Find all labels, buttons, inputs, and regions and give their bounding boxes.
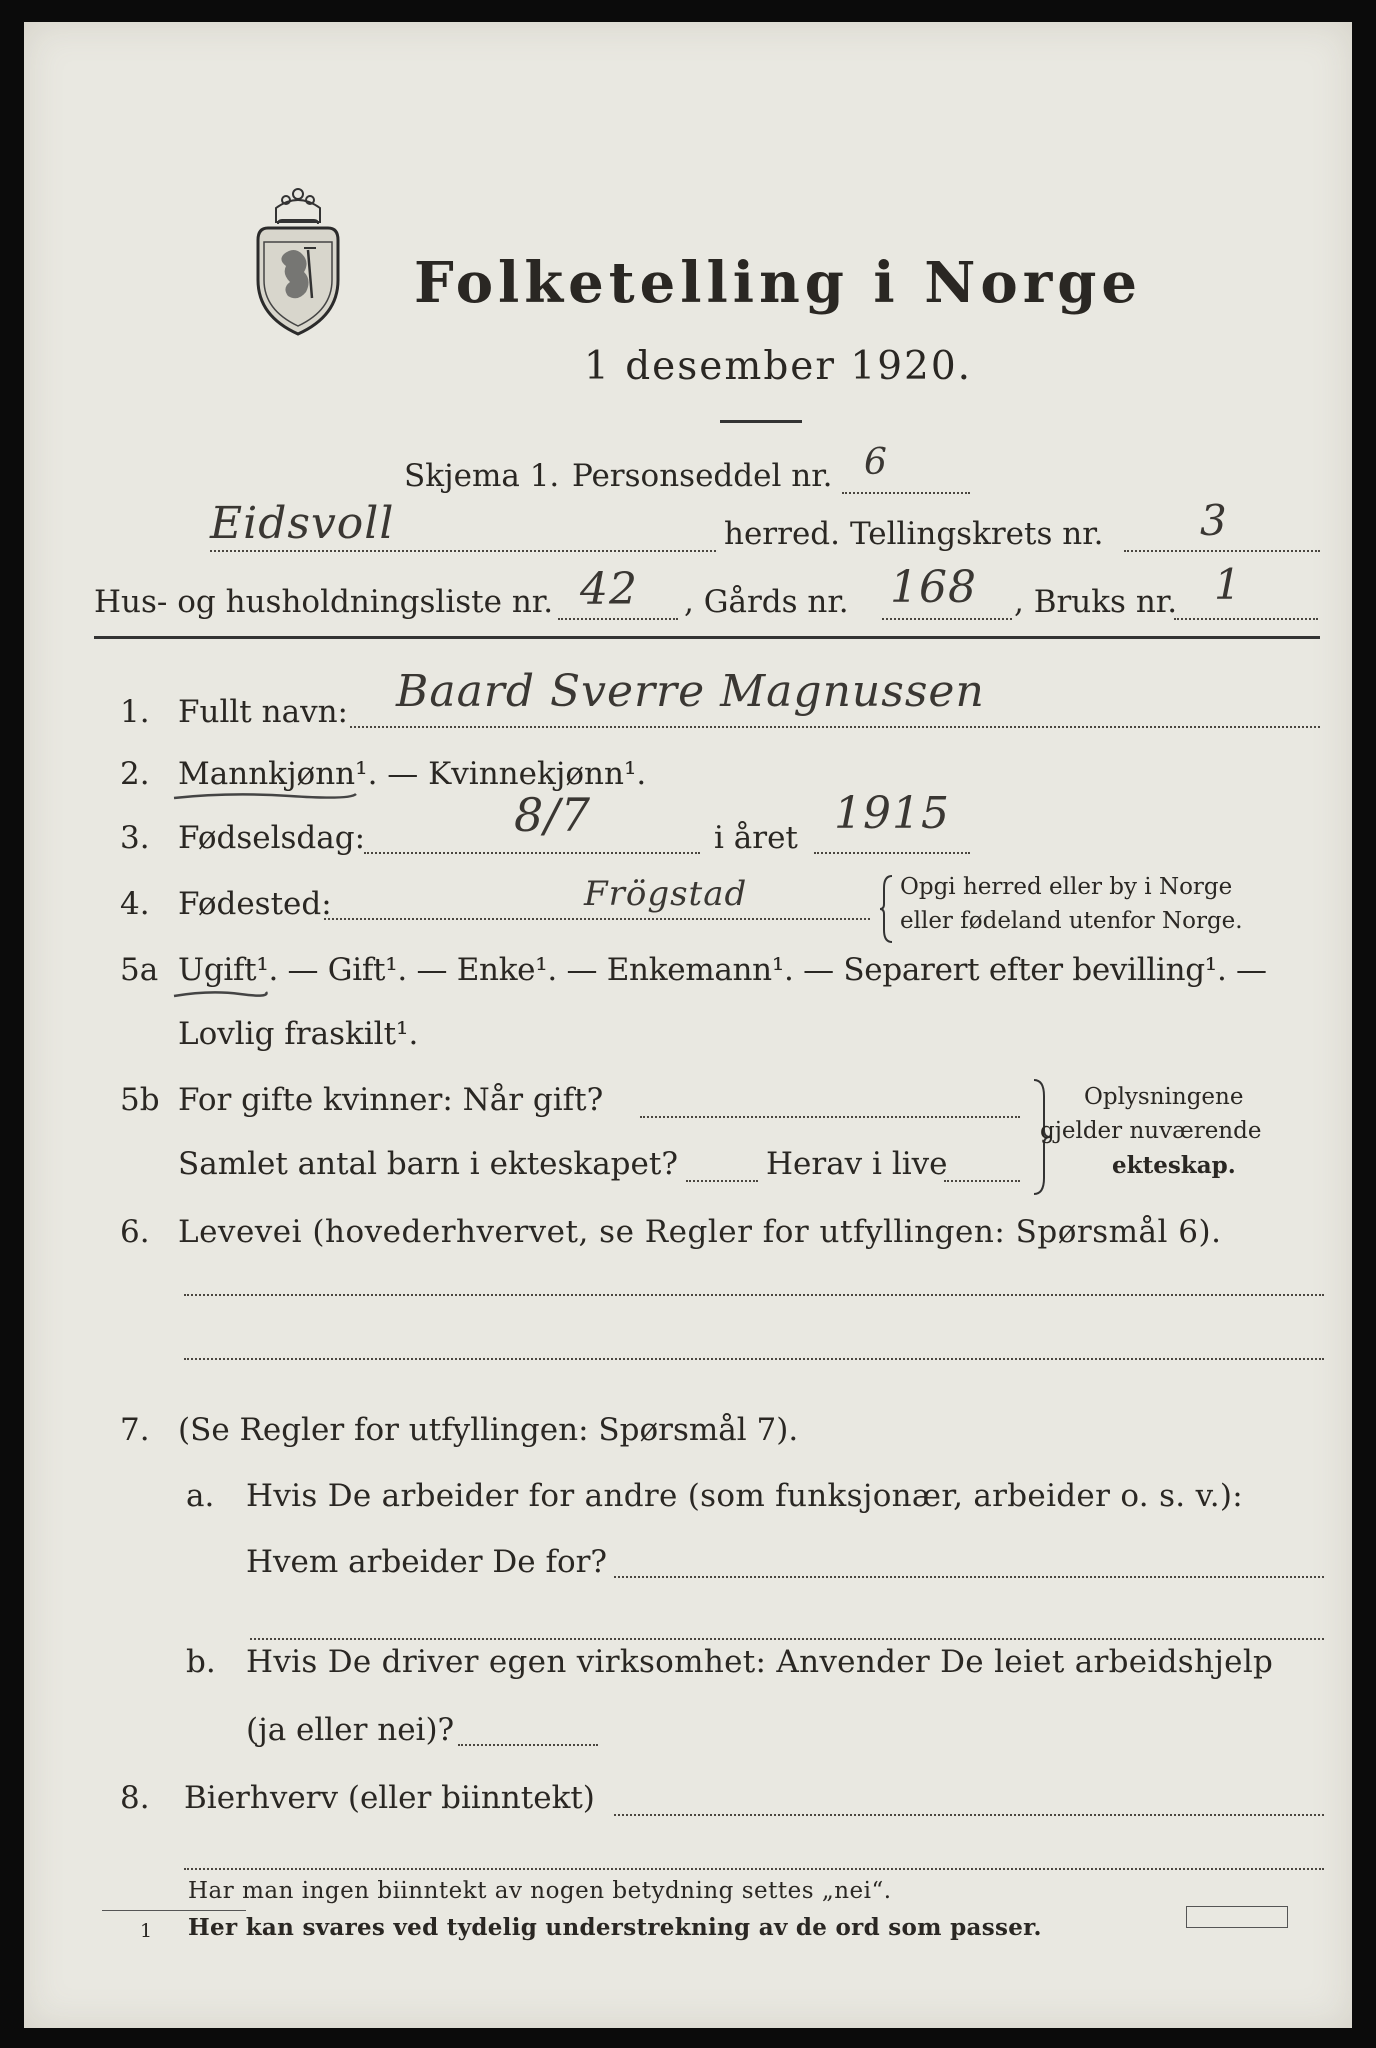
q5b-alive-label: Herav i live: [766, 1146, 948, 1182]
q7b-text: Hvis De driver egen virksomhet: Anvender De leiet arbeidshjelp: [246, 1644, 1274, 1680]
q7-number: 7.: [120, 1412, 150, 1448]
herred-value: Eidsvoll: [210, 498, 395, 549]
footer-note: Har man ingen biinntekt av nogen betydning settes „nei“.: [188, 1878, 892, 1904]
q5b-married-label: For gifte kvinner: Når gift?: [178, 1082, 604, 1118]
printer-stamp: [1186, 1906, 1288, 1928]
q3-number: 3.: [120, 820, 150, 856]
q4-label: Fødested:: [178, 886, 332, 922]
hus-label: Hus- og husholdningsliste nr.: [94, 584, 554, 620]
q1-number: 1.: [120, 694, 150, 730]
q4-note-line1: Opgi herred eller by i Norge: [900, 874, 1233, 900]
census-form: [24, 22, 1352, 2028]
header-rule: [94, 636, 1320, 639]
personseddel-value: 6: [864, 442, 888, 483]
q7b-question: (ja eller nei)?: [246, 1712, 455, 1748]
q3-label: Fødselsdag:: [178, 820, 366, 856]
bruks-value: 1: [1214, 560, 1242, 609]
footnote-text: Her kan svares ved tydelig understrekning av de ord som passer.: [188, 1914, 1042, 1941]
hus-field[interactable]: [558, 618, 678, 620]
q5b-note-line2: gjelder nuværende: [1040, 1118, 1262, 1144]
q7a-text: Hvis De arbeider for andre (som funksjonær, arbeider o. s. v.):: [246, 1478, 1244, 1514]
footnote-rule: [102, 1910, 246, 1911]
q1-value: Baard Sverre Magnussen: [396, 666, 985, 717]
skjema-label: Skjema 1.: [404, 458, 560, 494]
q5b-alive-field[interactable]: [944, 1180, 1020, 1182]
form-title: Folketelling i Norge: [414, 250, 1143, 316]
q1-label: Fullt navn:: [178, 694, 348, 730]
q6-text: Levevei (hovederhvervet, se Regler for utfyllingen: Spørsmål 6).: [178, 1214, 1222, 1250]
title-divider: [720, 420, 802, 423]
bruks-field[interactable]: [1174, 618, 1318, 620]
gards-label: , Gårds nr.: [684, 584, 849, 620]
q5a-underline-mark: [170, 988, 270, 1002]
q3-year-value: 1915: [834, 788, 950, 839]
q4-field[interactable]: [324, 918, 870, 920]
tellingskrets-label: Tellingskrets nr.: [850, 516, 1104, 552]
q6-field-2[interactable]: [184, 1358, 1324, 1360]
q4-note-line2: eller fødeland utenfor Norge.: [900, 908, 1243, 934]
q5b-married-field[interactable]: [640, 1116, 1020, 1118]
q3-value: 8/7: [514, 788, 592, 842]
q5a-text: Ugift¹. — Gift¹. — Enke¹. — Enkemann¹. — Separert efter bevilling¹. —: [178, 952, 1267, 988]
form-date: 1 desember 1920.: [584, 344, 973, 389]
q2-underline-mark: [170, 790, 360, 804]
q5a-text-cont: Lovlig fraskilt¹.: [178, 1016, 419, 1052]
q4-note-brace: [880, 874, 896, 944]
q6-number: 6.: [120, 1214, 150, 1250]
q2-number: 2.: [120, 756, 150, 792]
q4-value: Frögstad: [584, 874, 748, 914]
q4-number: 4.: [120, 886, 150, 922]
q8-field-2[interactable]: [184, 1868, 1324, 1870]
q2-text: Mannkjønn¹. — Kvinnekjønn¹.: [178, 756, 647, 792]
q5b-note-line3: ekteskap.: [1112, 1152, 1236, 1179]
q7a-field-1[interactable]: [614, 1576, 1324, 1578]
q7a-field-2[interactable]: [250, 1638, 1324, 1640]
q1-field[interactable]: [350, 726, 1320, 728]
coat-of-arms-icon: [248, 188, 348, 338]
footnote-mark: 1: [140, 1920, 153, 1942]
q7a-number: a.: [186, 1478, 215, 1514]
q5b-children-field[interactable]: [686, 1180, 758, 1182]
personseddel-label: Personseddel nr.: [572, 458, 833, 494]
q3-year-label: i året: [714, 820, 798, 856]
hus-value: 42: [580, 564, 638, 615]
q8-field-1[interactable]: [614, 1814, 1324, 1816]
q5a-number: 5a: [120, 952, 159, 988]
gards-field[interactable]: [882, 618, 1012, 620]
tellingskrets-value: 3: [1200, 496, 1228, 545]
personseddel-field[interactable]: [842, 492, 970, 494]
q8-number: 8.: [120, 1780, 150, 1816]
q6-field-1[interactable]: [184, 1294, 1324, 1296]
q5b-children-label: Samlet antal barn i ekteskapet?: [178, 1146, 678, 1182]
gards-value: 168: [890, 562, 977, 613]
bruks-label: , Bruks nr.: [1014, 584, 1178, 620]
tellingskrets-field[interactable]: [1124, 550, 1320, 552]
q7b-number: b.: [186, 1644, 216, 1680]
q5b-number: 5b: [120, 1082, 160, 1118]
herred-label: herred.: [724, 516, 840, 552]
q3-field[interactable]: [364, 852, 700, 854]
q7a-question: Hvem arbeider De for?: [246, 1544, 608, 1580]
q7-text: (Se Regler for utfyllingen: Spørsmål 7).: [178, 1412, 799, 1448]
q7b-field[interactable]: [458, 1744, 598, 1746]
herred-field[interactable]: [210, 550, 716, 552]
q3-year-field[interactable]: [814, 852, 970, 854]
q8-text: Bierhverv (eller biinntekt): [184, 1780, 595, 1816]
q5b-note-line1: Oplysningene: [1084, 1084, 1244, 1110]
